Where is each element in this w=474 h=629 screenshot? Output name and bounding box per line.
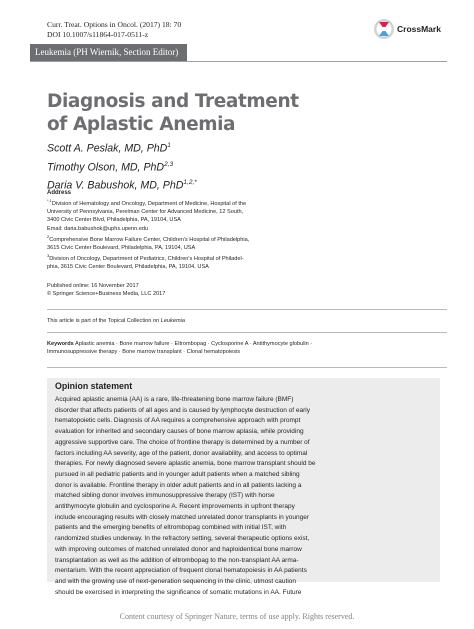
address-line: $^{*,1}$Division of Hematology and Oncology, Department of Medicine, Hospital of the bbox=[47, 198, 247, 208]
text-line: and with the growing use of next-generation sequencing in the clinic, utmost caution bbox=[55, 577, 297, 585]
publication-info bbox=[47, 282, 165, 298]
divider bbox=[47, 367, 447, 368]
text-line: factors including AA severity, age of the patient, donor availability, and access to optimal bbox=[55, 449, 308, 457]
keywords-list: Immunosuppressive therapy · Bone marrow transplant · Clonal hematopoiesis bbox=[47, 349, 241, 356]
journal-citation bbox=[47, 20, 181, 39]
email-line[interactable]: Email: daria.babushok@uphs.upenn.edu bbox=[47, 225, 149, 232]
text-line: matched sibling donor involves immunosuppressive therapy (IST) with horse bbox=[55, 492, 275, 500]
author-list bbox=[47, 138, 197, 194]
address-line: University of Pennsylvania, Perelman Center for Advanced Medicine, 12 South, bbox=[47, 209, 244, 216]
journal-line: Curr. Treat. Options in Oncol. (2017) 18: 70 bbox=[47, 20, 182, 29]
section-label: Leukemia (PH Wiernik, Section Editor) bbox=[35, 47, 179, 57]
author-name[interactable]: Daria V. Babushok, MD, PhD$^{1,2,*}$ bbox=[47, 179, 197, 192]
text-line: therapies. For newly diagnosed severe aplastic anemia, bone marrow transplant should be bbox=[55, 460, 316, 468]
text-line: donor is available. Frontline therapy in older adult patients and in all patients lacking a bbox=[55, 481, 302, 489]
header-divider bbox=[30, 61, 447, 62]
author-name[interactable]: Timothy Olson, MD, PhD$^{2,3}$ bbox=[47, 160, 174, 174]
divider bbox=[47, 309, 447, 310]
title-line: Diagnosis and Treatment bbox=[47, 91, 299, 112]
divider bbox=[47, 332, 447, 333]
text-line: evaluation for inherited and secondary causes of bone marrow aplasia, while providing bbox=[55, 428, 304, 436]
keywords-block bbox=[47, 340, 447, 356]
crossmark-icon bbox=[373, 18, 395, 40]
title-line: of Aplastic Anemia bbox=[47, 114, 236, 135]
text-line: pursued in all pediatric patients and in younger adult patients when a matched sibling bbox=[55, 470, 300, 478]
text-line: should be exercised in interpreting the significance of somatic mutations in AA. Future bbox=[55, 588, 302, 596]
text-line: patients and the emerging benefits of eltrombopag combined with initial IST, with bbox=[55, 524, 287, 532]
address-line: phia, 3615 Civic Center Boulevard, Philadelphia, PA, 19104, USA bbox=[47, 264, 209, 271]
text-line: with improving outcomes of matched unrelated donor and haploidentical bone marrow bbox=[55, 545, 302, 553]
text-line: randomized studies underway. In the refractory setting, several therapeutic options exist, bbox=[55, 535, 310, 543]
address-line: $^2$Comprehensive Bone Marrow Failure Center, Children's Hospital of Philadelphia, bbox=[47, 233, 250, 243]
text-line: mentarium. With the recent appreciation of frequent clonal hematopoiesis in AA patients bbox=[55, 567, 307, 575]
text-line: aggressive supportive care. The choice of frontline therapy is determined by a number of bbox=[55, 438, 310, 446]
topical-collection-note bbox=[47, 318, 185, 324]
article-title bbox=[47, 90, 299, 136]
text-line: Acquired aplastic anemia (AA) is a rare, life-threatening bone marrow failure (BMF) bbox=[55, 396, 294, 403]
text-line: hematopoietic cells. Diagnosis of AA requires a comprehensive approach with prompt bbox=[55, 417, 301, 425]
keywords-list: Aplastic anemia · Bone marrow failure · Eltrombopag · Cyclosporine A · Antithymocyte globulin · bbox=[74, 341, 313, 347]
address-line: 3400 Civic Center Blvd, Philadelphia, PA, 19104, USA bbox=[47, 217, 181, 224]
author-name[interactable]: Scott A. Peslak, MD, PhD$^1$ bbox=[47, 142, 171, 155]
address-heading: Address bbox=[47, 190, 72, 196]
text-line: disorder that affects patients of all ages and is caused by lymphocyte destruction of early bbox=[55, 406, 310, 414]
doi-line[interactable]: DOI 10.1007/s11864-017-0511-z bbox=[47, 29, 149, 39]
text-line: include encouraging results with closely matched unrelated donor transplants in younger bbox=[55, 513, 310, 521]
crossmark-label: CrossMark bbox=[397, 24, 441, 34]
opinion-heading: Opinion statement bbox=[55, 381, 133, 391]
text-line: antithymocyte globulin and cyclosporine A. Recent improvements in upfront therapy bbox=[55, 503, 295, 511]
copyright-footer: Content courtesy of Springer Nature, terms of use apply. Rights reserved. bbox=[119, 612, 355, 621]
collection-prefix: This article is part of the Topical Collection on bbox=[47, 318, 160, 324]
text-line: transplantation as well as the addition of eltrombopag to the non-transplant AA arma- bbox=[55, 556, 299, 564]
address-line: 3615 Civic Center Boulevard, Philadelphia, PA, 19104, USA bbox=[47, 244, 196, 251]
published-date: Published online: 16 November 2017 bbox=[47, 283, 139, 289]
crossmark-badge[interactable] bbox=[373, 18, 453, 40]
copyright-notice: © Springer Science+Business Media, LLC 2017 bbox=[47, 291, 166, 298]
affiliation-block bbox=[47, 189, 297, 271]
address-line: $^3$Division of Oncology, Department of Pediatrics, Children's Hospital of Philadel- bbox=[47, 253, 244, 262]
collection-name[interactable]: Leukemia bbox=[160, 318, 185, 324]
keywords-label: Keywords bbox=[47, 341, 74, 347]
opinion-text bbox=[55, 395, 435, 598]
